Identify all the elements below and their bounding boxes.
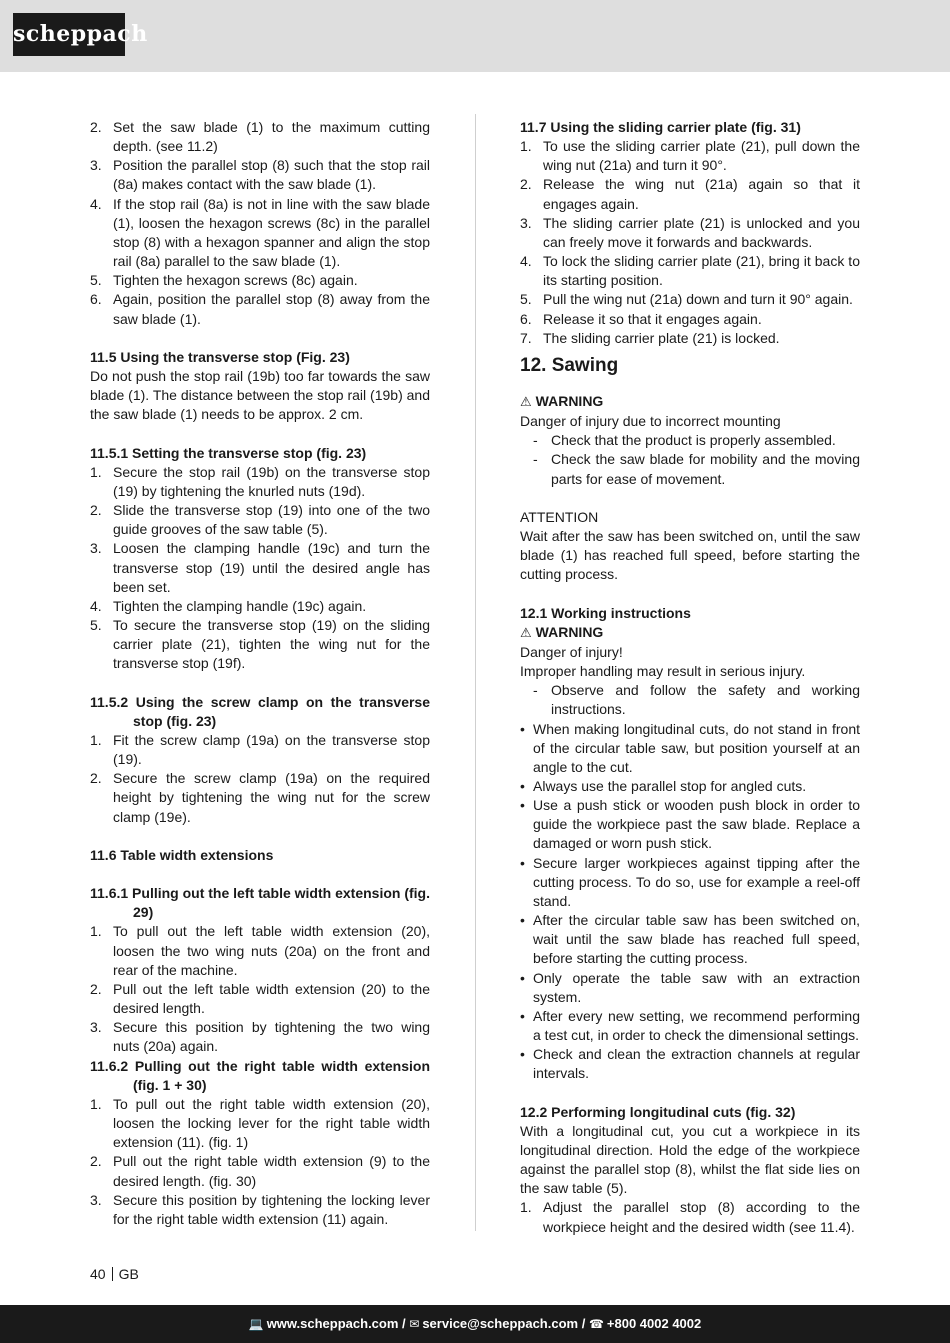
footer-phone: +800 4002 4002 [606,1316,702,1331]
list-item [520,1007,860,1045]
section-heading: 11.5.2 Using the screw clamp on the transverse stop (fig. 23) [90,693,430,729]
bullet-marker: • [520,1007,525,1024]
list-item-text: To pull out the right table width extension (20), loosen the locking lever for the right table width extension (11). (fig. 1) [113,1095,430,1151]
list-item [90,769,430,826]
section-heading: 11.5 Using the transverse stop (Fig. 23) [90,348,350,365]
list-item-number: 1. [520,138,532,155]
list-item [90,616,430,673]
numbered-list [90,1095,430,1229]
list-item-text: After the circular table saw has been switched on, wait until the saw blade has reached full speed, before starting the cutting process. [533,912,860,967]
dash-marker: - [533,451,538,468]
page-footer: 💻 www.scheppach.com / ✉ service@scheppach.com / ☎ +800 4002 4002 [0,1305,950,1343]
list-item [520,1045,860,1083]
list-item-text: Secure the screw clamp (19a) on the required height by tightening the wing nut for the screw clamp (19e). [113,770,430,825]
dash-list [520,431,860,488]
list-item [520,854,860,911]
page-header [0,0,950,72]
warning-label: WARNING [535,623,604,640]
numbered-list [90,118,430,329]
list-item [520,681,860,719]
numbered-list [90,463,430,674]
list-item-number: 1. [90,731,102,748]
paragraph: Improper handling may result in serious injury. [520,663,806,680]
list-item [520,252,860,290]
list-item [90,290,430,328]
bullet-marker: • [520,797,525,814]
list-item-text: Pull the wing nut (21a) down and turn it 90° again. [543,291,853,308]
list-item-text: Loosen the clamping handle (19c) and turn the transverse stop (19) until the desired angle has been set. [113,540,430,595]
list-item-text: Release it so that it engages again. [543,310,762,327]
list-item-text: Use a push stick or wooden push block in order to guide the workpiece past the saw blade. Replace a damaged or worn push stick. [533,797,860,852]
column-divider [475,114,476,1231]
section-heading: 11.6.2 Pulling out the right table width extension (fig. 1 + 30) [90,1057,430,1093]
list-item [90,195,430,272]
list-item-number: 2. [90,770,102,787]
list-item-number: 4. [90,195,102,212]
list-item-text: Only operate the table saw with an extraction system. [533,969,860,1005]
list-item-number: 6. [90,291,102,308]
list-item [90,271,430,290]
list-item-number: 2. [520,176,532,193]
list-item [520,329,860,348]
dash-list [520,681,860,719]
list-item [520,911,860,968]
list-item-number: 1. [90,923,102,940]
list-item [90,539,430,596]
list-item [90,118,430,156]
list-item [520,1198,860,1236]
list-item-text: To pull out the left table width extension (20), loosen the two wing nuts (20a) on the front and rear of the machine. [113,923,430,978]
list-item-text: Tighten the clamping handle (19c) again. [113,597,367,614]
list-item-number: 1. [520,1199,532,1216]
list-item [90,1018,430,1056]
list-item-number: 6. [520,310,532,327]
list-item [520,137,860,175]
list-item [520,796,860,853]
footer-email-link[interactable]: service@scheppach.com [422,1316,579,1331]
dash-marker: - [533,682,538,699]
page-number-value: 40 [90,1266,106,1282]
section-heading: 11.6 Table width extensions [90,846,274,863]
warning-heading [520,392,860,412]
list-item [90,1191,430,1229]
list-item-text: To lock the sliding carrier plate (21), bring it back to its starting position. [543,253,860,289]
list-item [520,777,860,796]
list-item-text: If the stop rail (8a) is not in line with the saw blade (1), loosen the hexagon screws (8c) in the parallel stop (8) with a hexagon spanner and align the stop rail (8a) parallel to the saw blade (1). [113,195,430,270]
list-item [520,214,860,252]
list-item-text: To secure the transverse stop (19) on the sliding carrier plate (21), tighten the wing nut for the transverse stop (19f). [113,617,430,672]
list-item [90,922,430,979]
list-item-number: 5. [90,272,102,289]
list-item-text: Secure larger workpieces against tipping after the cutting process. To do so, use for example a reel-off stand. [533,854,860,909]
list-item-number: 3. [90,1019,102,1036]
list-item [520,310,860,329]
list-item [90,597,430,616]
laptop-icon: 💻 [248,1317,264,1331]
list-item [90,980,430,1018]
numbered-list [520,137,860,348]
list-item-number: 3. [90,540,102,557]
list-item-text: The sliding carrier plate (21) is unlocked and you can freely move it forwards and backwards. [543,214,860,250]
list-item-text: Slide the transverse stop (19) into one of the two guide grooves of the saw table (5). [113,502,430,538]
list-item-text: Check the saw blade for mobility and the moving parts for ease of movement. [551,451,860,487]
list-item-number: 4. [520,253,532,270]
list-item-number: 3. [520,214,532,231]
chapter-heading: 12. Sawing [520,354,619,376]
section-heading: 11.6.1 Pulling out the left table width extension (fig. 29) [90,885,430,921]
bullet-marker: • [520,720,525,737]
list-item-number: 4. [90,597,102,614]
list-item-text: Check and clean the extraction channels at regular intervals. [533,1046,860,1082]
list-item-number: 3. [90,1191,102,1208]
list-item-number: 7. [520,329,532,346]
list-item-number: 1. [90,1095,102,1112]
list-item [520,431,860,450]
warning-triangle-icon: ⚠ [520,394,532,410]
page-language: GB [118,1266,139,1282]
list-item-text: To use the sliding carrier plate (21), pull down the wing nut (21a) and turn it 90°. [543,138,860,174]
list-item-text: Tighten the hexagon screws (8c) again. [113,272,358,289]
list-item [520,450,860,488]
envelope-icon: ✉ [409,1317,420,1331]
numbered-list [90,731,430,827]
paragraph: Do not push the stop rail (19b) too far towards the saw blade (1). The distance between the stop rail (19b) and the saw blade (1) needs to be approx. 2 cm. [90,368,430,423]
list-item-number: 5. [90,617,102,634]
phone-icon: ☎ [588,1317,604,1331]
list-item [520,720,860,777]
numbered-list [90,922,430,1056]
section-heading: 12.2 Performing longitudinal cuts (fig. 32) [520,1103,796,1120]
paragraph: With a longitudinal cut, you cut a workpiece in its longitudinal direction. Hold the edge of the workpiece against the parallel stop (8), whilst the flat side lies on the saw table (5). [520,1122,860,1197]
list-item-text: Pull out the left table width extension (20) to the desired length. [113,980,430,1017]
dash-marker: - [533,432,538,449]
list-item-number: 2. [90,1153,102,1170]
list-item-text: Set the saw blade (1) to the maximum cutting depth. (see 11.2) [113,119,430,155]
list-item-text: Check that the product is properly assembled. [551,432,836,449]
warning-triangle-icon: ⚠ [520,625,532,641]
list-item [90,1152,430,1190]
list-item-number: 2. [90,502,102,519]
warning-heading [520,623,860,643]
list-item-number: 1. [90,463,102,480]
list-item [90,156,430,194]
list-item [520,175,860,213]
list-item-text: Secure this position by tightening the locking lever for the right table width extension (11) again. [113,1191,430,1227]
list-item [90,463,430,501]
paragraph: Danger of injury! [520,643,623,660]
list-item-text: Fit the screw clamp (19a) on the transverse stop (19). [113,731,430,768]
list-item-text: Observe and follow the safety and working instructions. [551,682,860,718]
section-heading: 12.1 Working instructions [520,604,691,621]
list-item-text: Pull out the right table width extension (9) to the desired length. (fig. 30) [113,1153,430,1189]
list-item-text: Position the parallel stop (8) such that the stop rail (8a) makes contact with the saw blade (1). [113,157,430,193]
brand-logo: scheppach [13,13,125,56]
list-item-text: After every new setting, we recommend performing a test cut, in order to check the dimensional settings. [533,1007,860,1043]
footer-website-link[interactable]: www.scheppach.com [266,1316,399,1331]
list-item-text: Adjust the parallel stop (8) according to the workpiece height and the desired width (see 11.4). [543,1199,860,1235]
section-heading: 11.7 Using the sliding carrier plate (fig. 31) [520,119,801,135]
list-item-text: Secure this position by tightening the two wing nuts (20a) again. [113,1019,430,1055]
list-item-text: Again, position the parallel stop (8) away from the saw blade (1). [113,291,430,327]
list-item-text: Secure the stop rail (19b) on the transverse stop (19) by tightening the knurled nuts (19d). [113,463,430,499]
list-item-text: Release the wing nut (21a) again so that it engages again. [543,176,860,212]
bullet-marker: • [520,1046,525,1063]
section-heading: 11.5.1 Setting the transverse stop (fig. 23) [90,444,367,461]
list-item [90,1095,430,1152]
left-column [90,118,430,1229]
attention-label: ATTENTION [520,508,599,525]
list-item-text: When making longitudinal cuts, do not stand in front of the circular table saw, but position yourself at an angle to the cut. [533,720,860,775]
list-item-text: The sliding carrier plate (21) is locked. [543,329,780,346]
bullet-marker: • [520,912,525,929]
list-item [520,969,860,1007]
bullet-marker: • [520,854,525,871]
list-item-number: 2. [90,119,102,135]
right-column [520,118,860,1237]
list-item-number: 3. [90,157,102,174]
list-item-text: Always use the parallel stop for angled cuts. [533,777,807,794]
numbered-list [520,1198,860,1236]
paragraph: Danger of injury due to incorrect mounting [520,413,781,430]
list-item-number: 5. [520,291,532,308]
paragraph: Wait after the saw has been switched on, until the saw blade (1) has reached full speed, before starting the cutting process. [520,527,860,583]
list-item-number: 2. [90,980,102,997]
bullet-marker: • [520,969,525,986]
warning-label: WARNING [535,392,604,409]
bullet-list [520,720,860,1084]
bullet-marker: • [520,777,525,794]
page-number [90,1265,139,1283]
list-item [520,290,860,309]
list-item [90,501,430,539]
list-item [90,731,430,769]
